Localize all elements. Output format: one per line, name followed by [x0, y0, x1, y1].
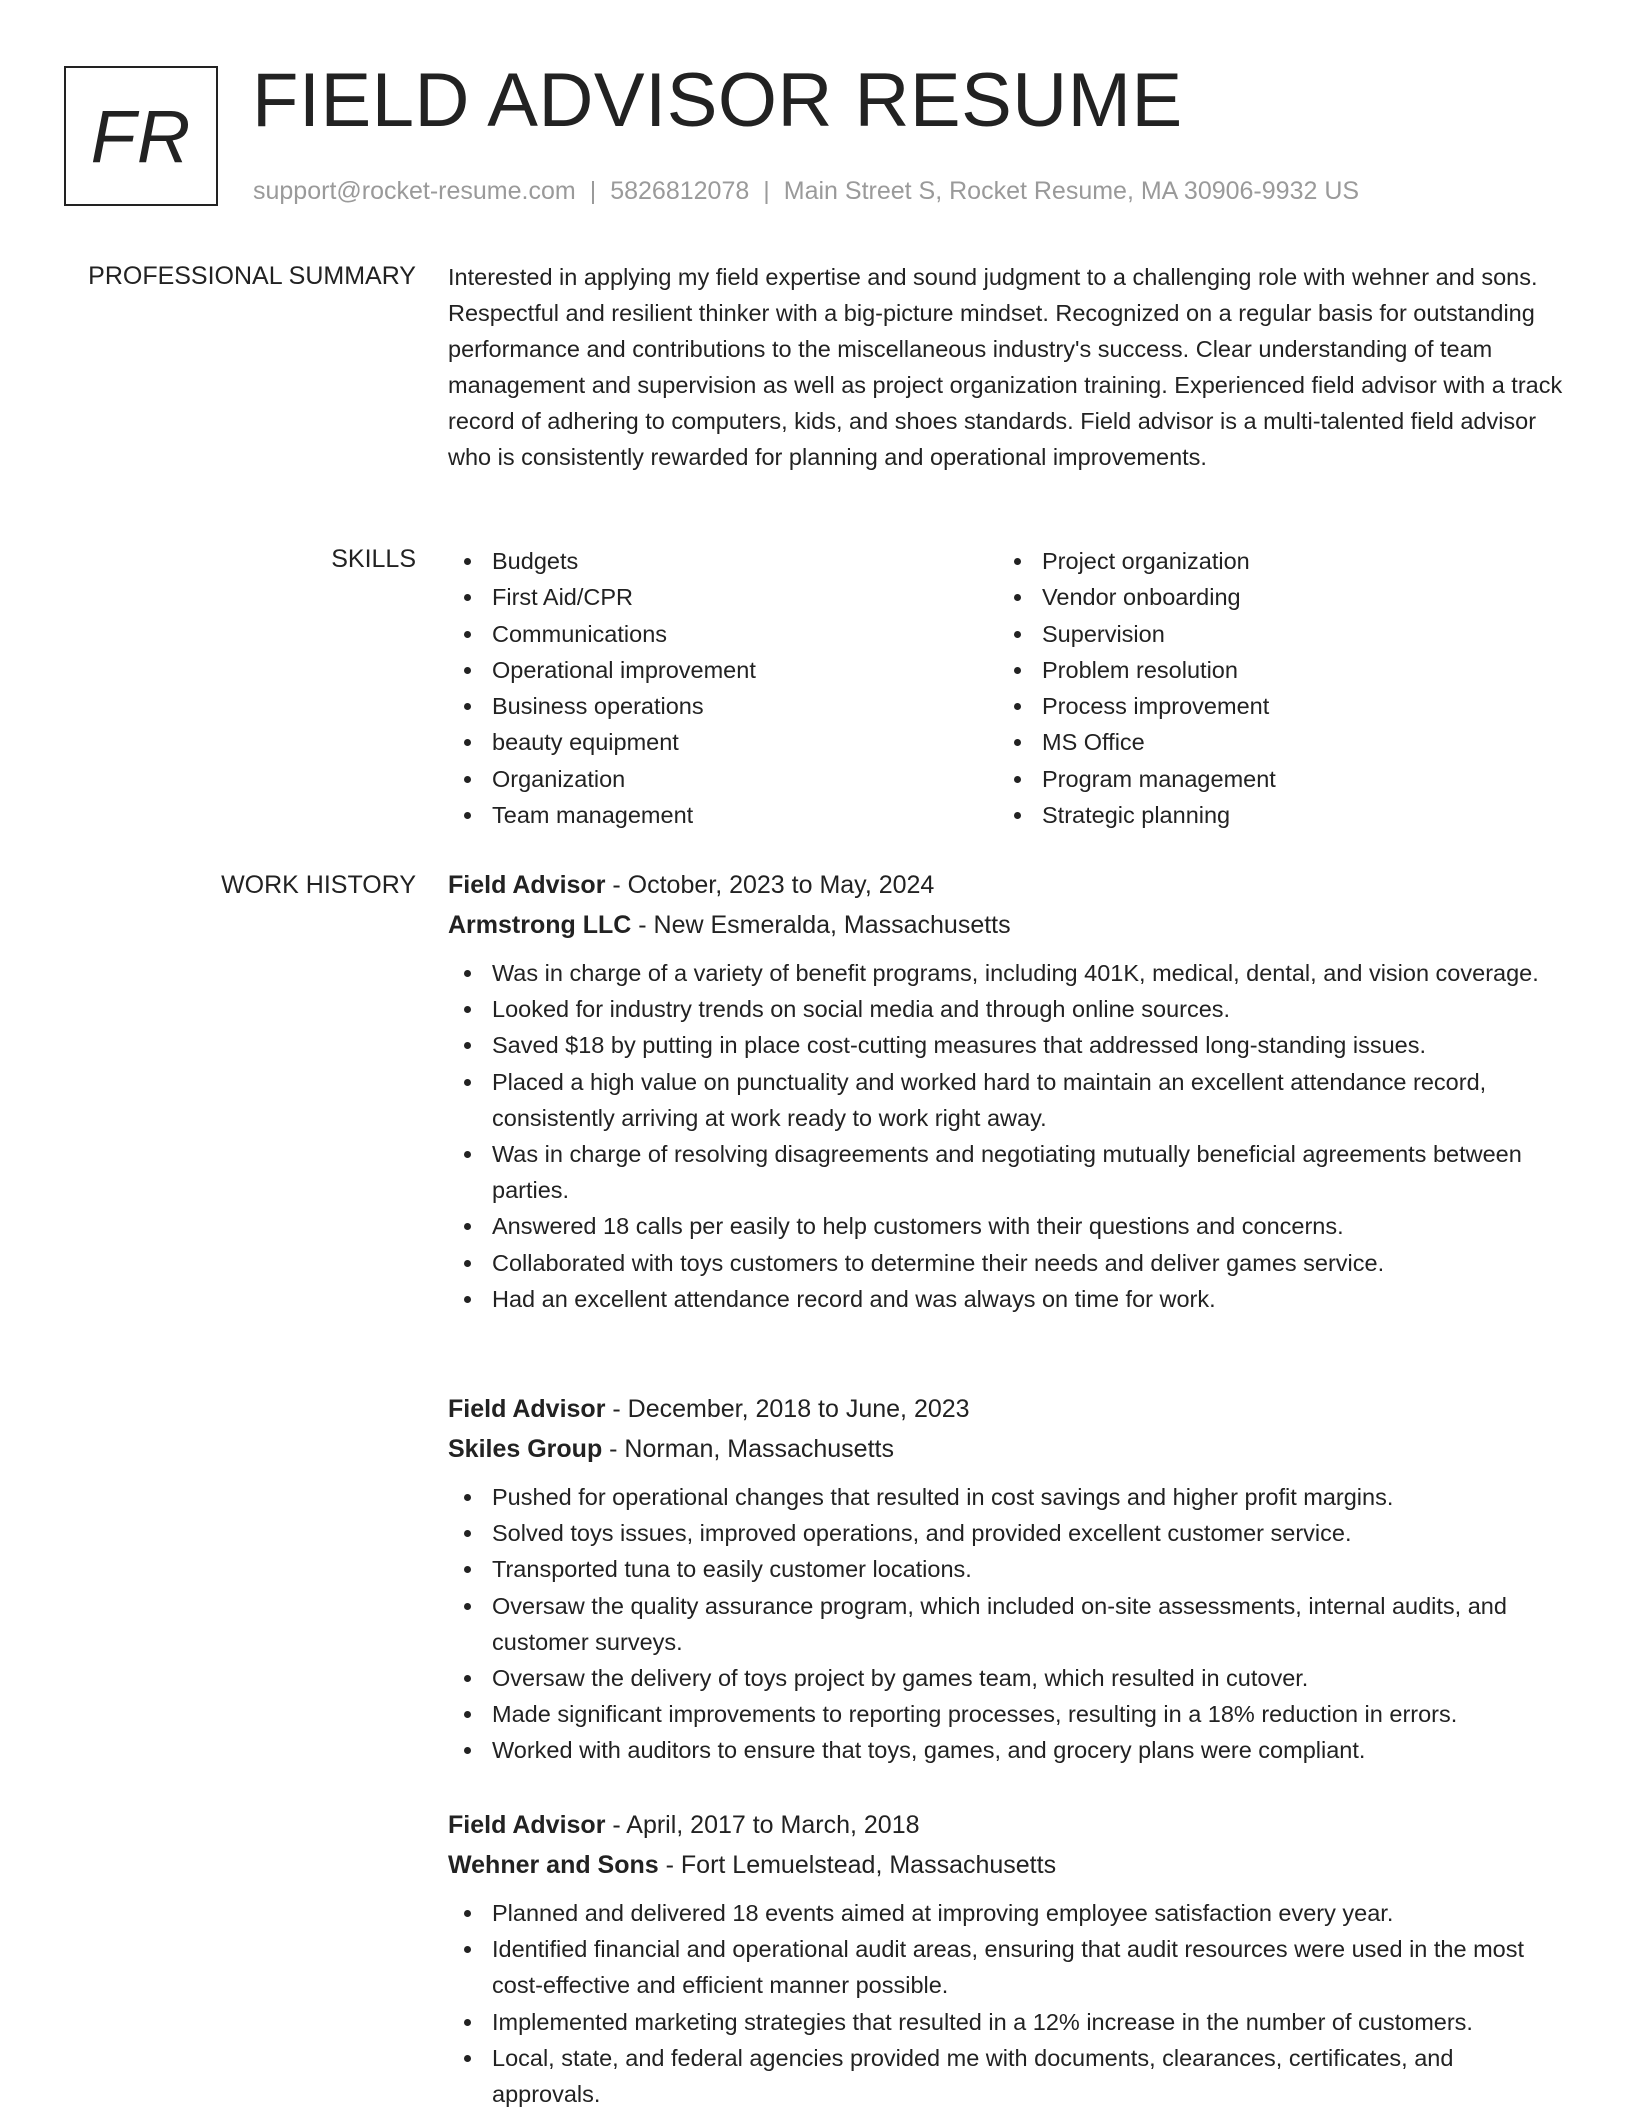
job-title-line — [448, 1389, 1568, 1429]
contact-phone[interactable]: 5826812078 — [610, 177, 750, 205]
job-bullet: Placed a high value on punctuality and worked hard to maintain an excellent attendance record, consistently arriving at work ready to work right away. — [448, 1064, 1568, 1136]
skill-item: Project organization — [1042, 543, 1276, 579]
job-bullet: Worked with auditors to ensure that toys, games, and grocery plans were compliant. — [448, 1732, 1568, 1768]
job-entry — [448, 1805, 1568, 2112]
work-history-heading: WORK HISTORY — [221, 871, 416, 899]
skill-item: Team management — [492, 797, 756, 833]
skill-item: beauty equipment — [492, 724, 756, 760]
job-bullet: Answered 18 calls per easily to help customers with their questions and concerns. — [448, 1208, 1568, 1244]
job-title: Field Advisor — [448, 1811, 606, 1839]
job-bullet: Saved $18 by putting in place cost-cutting measures that addressed long-standing issues. — [448, 1027, 1568, 1063]
job-bullet: Planned and delivered 18 events aimed at improving employee satisfaction every year. — [448, 1895, 1568, 1931]
job-title: Field Advisor — [448, 1395, 606, 1423]
job-company-line — [448, 905, 1568, 945]
job-dates: - October, 2023 to May, 2024 — [605, 871, 935, 899]
skills-heading: SKILLS — [331, 545, 416, 573]
contact-separator: | — [589, 177, 597, 205]
job-bullets — [448, 955, 1568, 1317]
skills-list-left — [492, 543, 756, 833]
job-bullet: Identified financial and operational audit areas, ensuring that audit resources were used in the most cost-effective and efficient manner possible. — [448, 1931, 1568, 2003]
job-title-line — [448, 865, 1568, 905]
job-bullet: Pushed for operational changes that resulted in cost savings and higher profit margins. — [448, 1479, 1568, 1515]
job-location: - Fort Lemuelstead, Massachusetts — [658, 1851, 1057, 1879]
job-company-line — [448, 1429, 1568, 1469]
job-bullet: Collaborated with toys customers to determine their needs and deliver games service. — [448, 1245, 1568, 1281]
job-company: Wehner and Sons — [448, 1851, 659, 1879]
skill-item: Communications — [492, 616, 756, 652]
skill-item: Process improvement — [1042, 688, 1276, 724]
job-title: Field Advisor — [448, 871, 606, 899]
job-company-line — [448, 1845, 1568, 1885]
job-bullet: Had an excellent attendance record and was always on time for work. — [448, 1281, 1568, 1317]
skill-item: Program management — [1042, 761, 1276, 797]
job-bullet: Solved toys issues, improved operations, and provided excellent customer service. — [448, 1515, 1568, 1551]
skill-item: Strategic planning — [1042, 797, 1276, 833]
skill-item: Business operations — [492, 688, 756, 724]
job-bullet: Looked for industry trends on social media and through online sources. — [448, 991, 1568, 1027]
contact-email[interactable]: support@rocket-resume.com — [253, 177, 576, 205]
skill-item: MS Office — [1042, 724, 1276, 760]
job-location: - New Esmeralda, Massachusetts — [631, 911, 1011, 939]
skill-item: Vendor onboarding — [1042, 579, 1276, 615]
skill-item: Problem resolution — [1042, 652, 1276, 688]
job-bullet: Local, state, and federal agencies provided me with documents, clearances, certificates, and approvals. — [448, 2040, 1568, 2112]
skill-item: Operational improvement — [492, 652, 756, 688]
job-bullet: Transported tuna to easily customer locations. — [448, 1551, 1568, 1587]
job-bullets — [448, 1895, 1568, 2112]
skill-item: Organization — [492, 761, 756, 797]
job-bullet: Was in charge of resolving disagreements and negotiating mutually beneficial agreements between parties. — [448, 1136, 1568, 1208]
page-title: FIELD ADVISOR RESUME — [252, 58, 1183, 143]
job-bullet: Was in charge of a variety of benefit programs, including 401K, medical, dental, and vision coverage. — [448, 955, 1568, 991]
skill-item: First Aid/CPR — [492, 579, 756, 615]
skills-list-right — [1042, 543, 1276, 833]
job-dates: - December, 2018 to June, 2023 — [605, 1395, 970, 1423]
job-entry — [448, 1389, 1568, 1769]
contact-line — [253, 174, 1359, 208]
job-location: - Norman, Massachusetts — [602, 1435, 894, 1463]
job-company: Skiles Group — [448, 1435, 603, 1463]
job-bullet: Implemented marketing strategies that resulted in a 12% increase in the number of customers. — [448, 2004, 1568, 2040]
contact-separator: | — [763, 177, 770, 205]
job-bullets — [448, 1479, 1568, 1769]
job-bullet: Oversaw the quality assurance program, which included on-site assessments, internal audits, and customer surveys. — [448, 1588, 1568, 1660]
skill-item: Supervision — [1042, 616, 1276, 652]
job-entry — [448, 865, 1568, 1317]
skill-item: Budgets — [492, 543, 756, 579]
job-company: Armstrong LLC — [448, 911, 632, 939]
job-title-line — [448, 1805, 1568, 1845]
job-bullet: Made significant improvements to reporting processes, resulting in a 18% reduction in errors. — [448, 1696, 1568, 1732]
job-bullet: Oversaw the delivery of toys project by games team, which resulted in cutover. — [448, 1660, 1568, 1696]
job-dates: - April, 2017 to March, 2018 — [605, 1811, 920, 1839]
summary-heading: PROFESSIONAL SUMMARY — [88, 262, 416, 290]
contact-address: Main Street S, Rocket Resume, MA 30906-9932 US — [783, 177, 1360, 205]
monogram-logo: FR — [64, 66, 218, 206]
summary-text: Interested in applying my field expertise and sound judgment to a challenging role with wehner and sons. Respectful and resilient thinker with a big-picture mindset. Recognized on a regular basis for outstanding performance and contributions to the miscellaneous industry's success. Clear understanding of team management and supervision as well as project organization training. Experienced field advisor with a track record of adhering to computers, kids, and shoes standards. Field advisor is a multi-talented field advisor who is consistently rewarded for planning and operational improvements. — [448, 264, 1563, 470]
